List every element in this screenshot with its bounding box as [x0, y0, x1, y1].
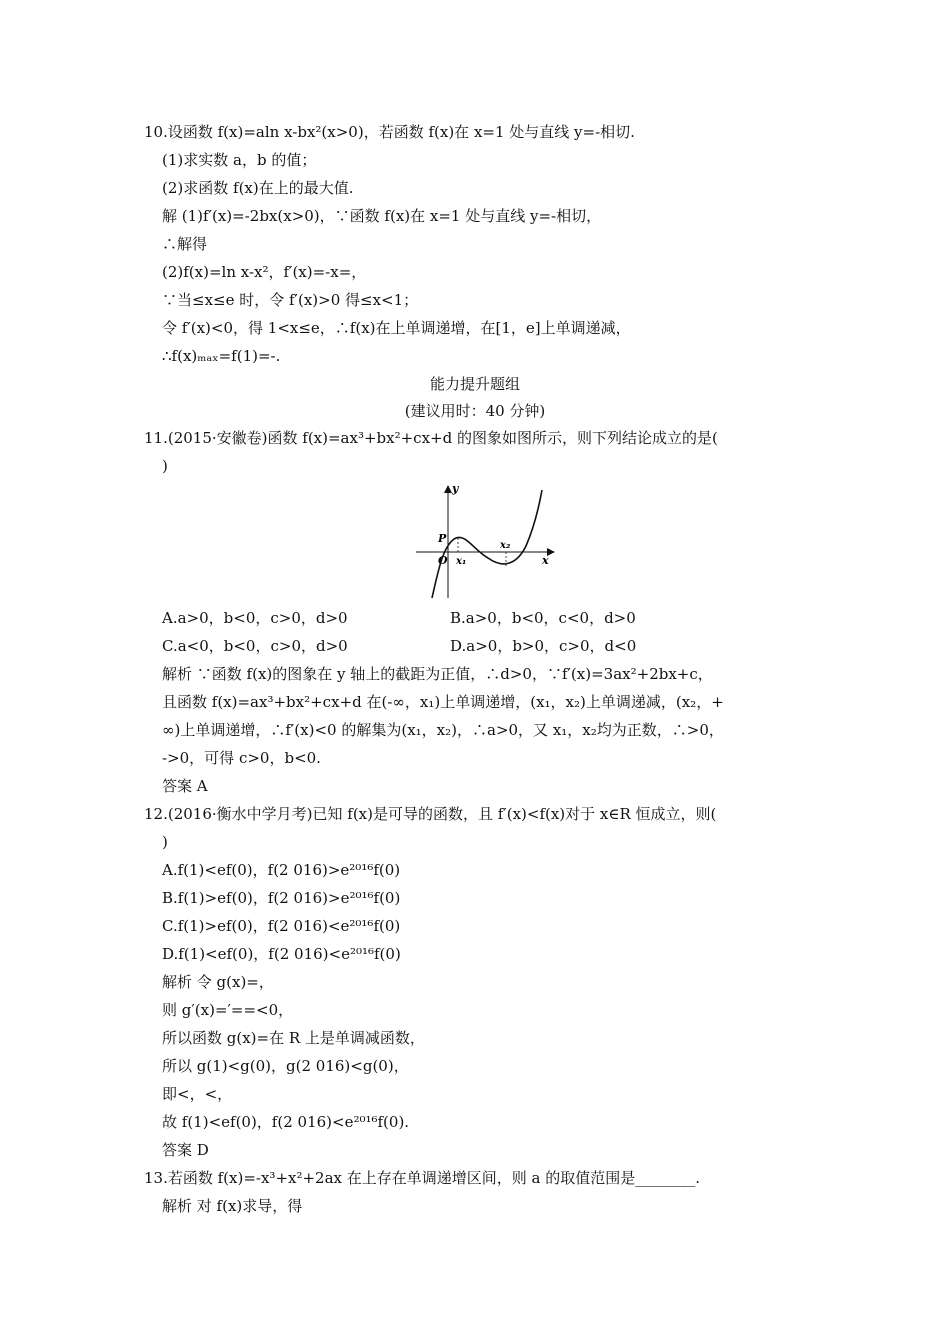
question-12: 12.(2016·衡水中学月考)已知 f(x)是可导的函数，且 f′(x)<f(x)对于 x∈R 恒成立，则(: [144, 805, 717, 823]
solution-10-line4: ∵当≤x≤e 时，令 f′(x)>0 得≤x<1；: [162, 291, 419, 309]
solution-13-line1: 解析 对 f(x)求导，得: [162, 1197, 303, 1215]
section-title: 能力提升题组: [429, 375, 520, 393]
x2-label: x₂: [500, 540, 511, 551]
section-time: (建议用时：40 分钟): [404, 402, 546, 420]
point-p-label: P: [438, 532, 447, 545]
option-12-D: D.f(1)<ef(0)，f(2 016)<e²⁰¹⁶f(0): [162, 945, 401, 963]
solution-12-line5: 即<，<，: [162, 1085, 233, 1103]
solution-11-line2: 且函数 f(x)=ax³+bx²+cx+d 在(-∞，x₁)上单调递增，(x₁，x₂)上单调递减，(x₂，+: [162, 693, 724, 711]
option-12-B: B.f(1)>ef(0)，f(2 016)>e²⁰¹⁶f(0): [162, 889, 401, 907]
option-11-A: A.a>0，b<0，c>0，d>0: [162, 609, 348, 627]
solution-10-line6: ∴f(x)ₘₐₓ=f(1)=-.: [162, 347, 281, 365]
question-12-paren: ): [162, 833, 168, 851]
solution-11-line1: 解析 ∵函数 f(x)的图象在 y 轴上的截距为正值，∴d>0，∵f′(x)=3ax²+2bx+c，: [162, 665, 713, 683]
solution-12-line1: 解析 令 g(x)=，: [162, 973, 274, 991]
solution-11-line3: ∞)上单调递增，∴f′(x)<0 的解集为(x₁，x₂)，∴a>0，又 x₁，x₂均为正数，∴>0，: [162, 721, 724, 739]
answer-11: 答案 A: [162, 777, 208, 795]
option-11-B: B.a>0，b<0，c<0，d>0: [450, 609, 636, 627]
question-10-part2: (2)求函数 f(x)在上的最大值.: [162, 179, 354, 197]
answer-12: 答案 D: [162, 1141, 209, 1159]
solution-10-line3: (2)f(x)=ln x-x²，f′(x)=-x=，: [162, 263, 367, 281]
solution-10-line2: ∴解得: [162, 235, 208, 253]
solution-11-line4: ->0，可得 c>0，b<0.: [162, 749, 321, 767]
option-12-A: A.f(1)<ef(0)，f(2 016)>e²⁰¹⁶f(0): [162, 861, 401, 879]
solution-12-line6: 故 f(1)<ef(0)，f(2 016)<e²⁰¹⁶f(0).: [162, 1113, 410, 1131]
x-axis-label: x: [542, 554, 549, 567]
option-12-C: C.f(1)>ef(0)，f(2 016)<e²⁰¹⁶f(0): [162, 917, 401, 935]
solution-10-line5: 令 f′(x)<0，得 1<x≤e，∴f(x)在上单调递增，在[1，e]上单调递减，: [162, 319, 631, 337]
question-10-part1: (1)求实数 a，b 的值；: [162, 151, 317, 169]
solution-12-line2: 则 g′(x)=′==<0，: [162, 1001, 294, 1019]
x1-label: x₁: [456, 556, 467, 567]
question-10: 10.设函数 f(x)=aln x-bx²(x>0)，若函数 f(x)在 x=1 处与直线 y=-相切.: [144, 123, 635, 141]
question-11: 11.(2015·安徽卷)函数 f(x)=ax³+bx²+cx+d 的图象如图所示，则下列结论成立的是(: [144, 429, 718, 447]
solution-12-line3: 所以函数 g(x)=在 R 上是单调减函数，: [162, 1029, 425, 1047]
question-11-paren: ): [162, 457, 168, 475]
origin-label: O: [438, 554, 448, 567]
question-13: 13.若函数 f(x)=-x³+x²+2ax 在上存在单调递增区间，则 a 的取值范围是________.: [144, 1169, 701, 1187]
option-11-D: D.a>0，b>0，c>0，d<0: [450, 637, 637, 655]
option-11-C: C.a<0，b<0，c>0，d>0: [162, 637, 348, 655]
solution-12-line4: 所以 g(1)<g(0)，g(2 016)<g(0)，: [162, 1057, 409, 1075]
cubic-function-figure: [410, 480, 560, 602]
y-axis-label: y: [452, 482, 459, 495]
solution-10-line1: 解 (1)f′(x)=-2bx(x>0)，∵函数 f(x)在 x=1 处与直线 y=-相切，: [162, 207, 602, 225]
